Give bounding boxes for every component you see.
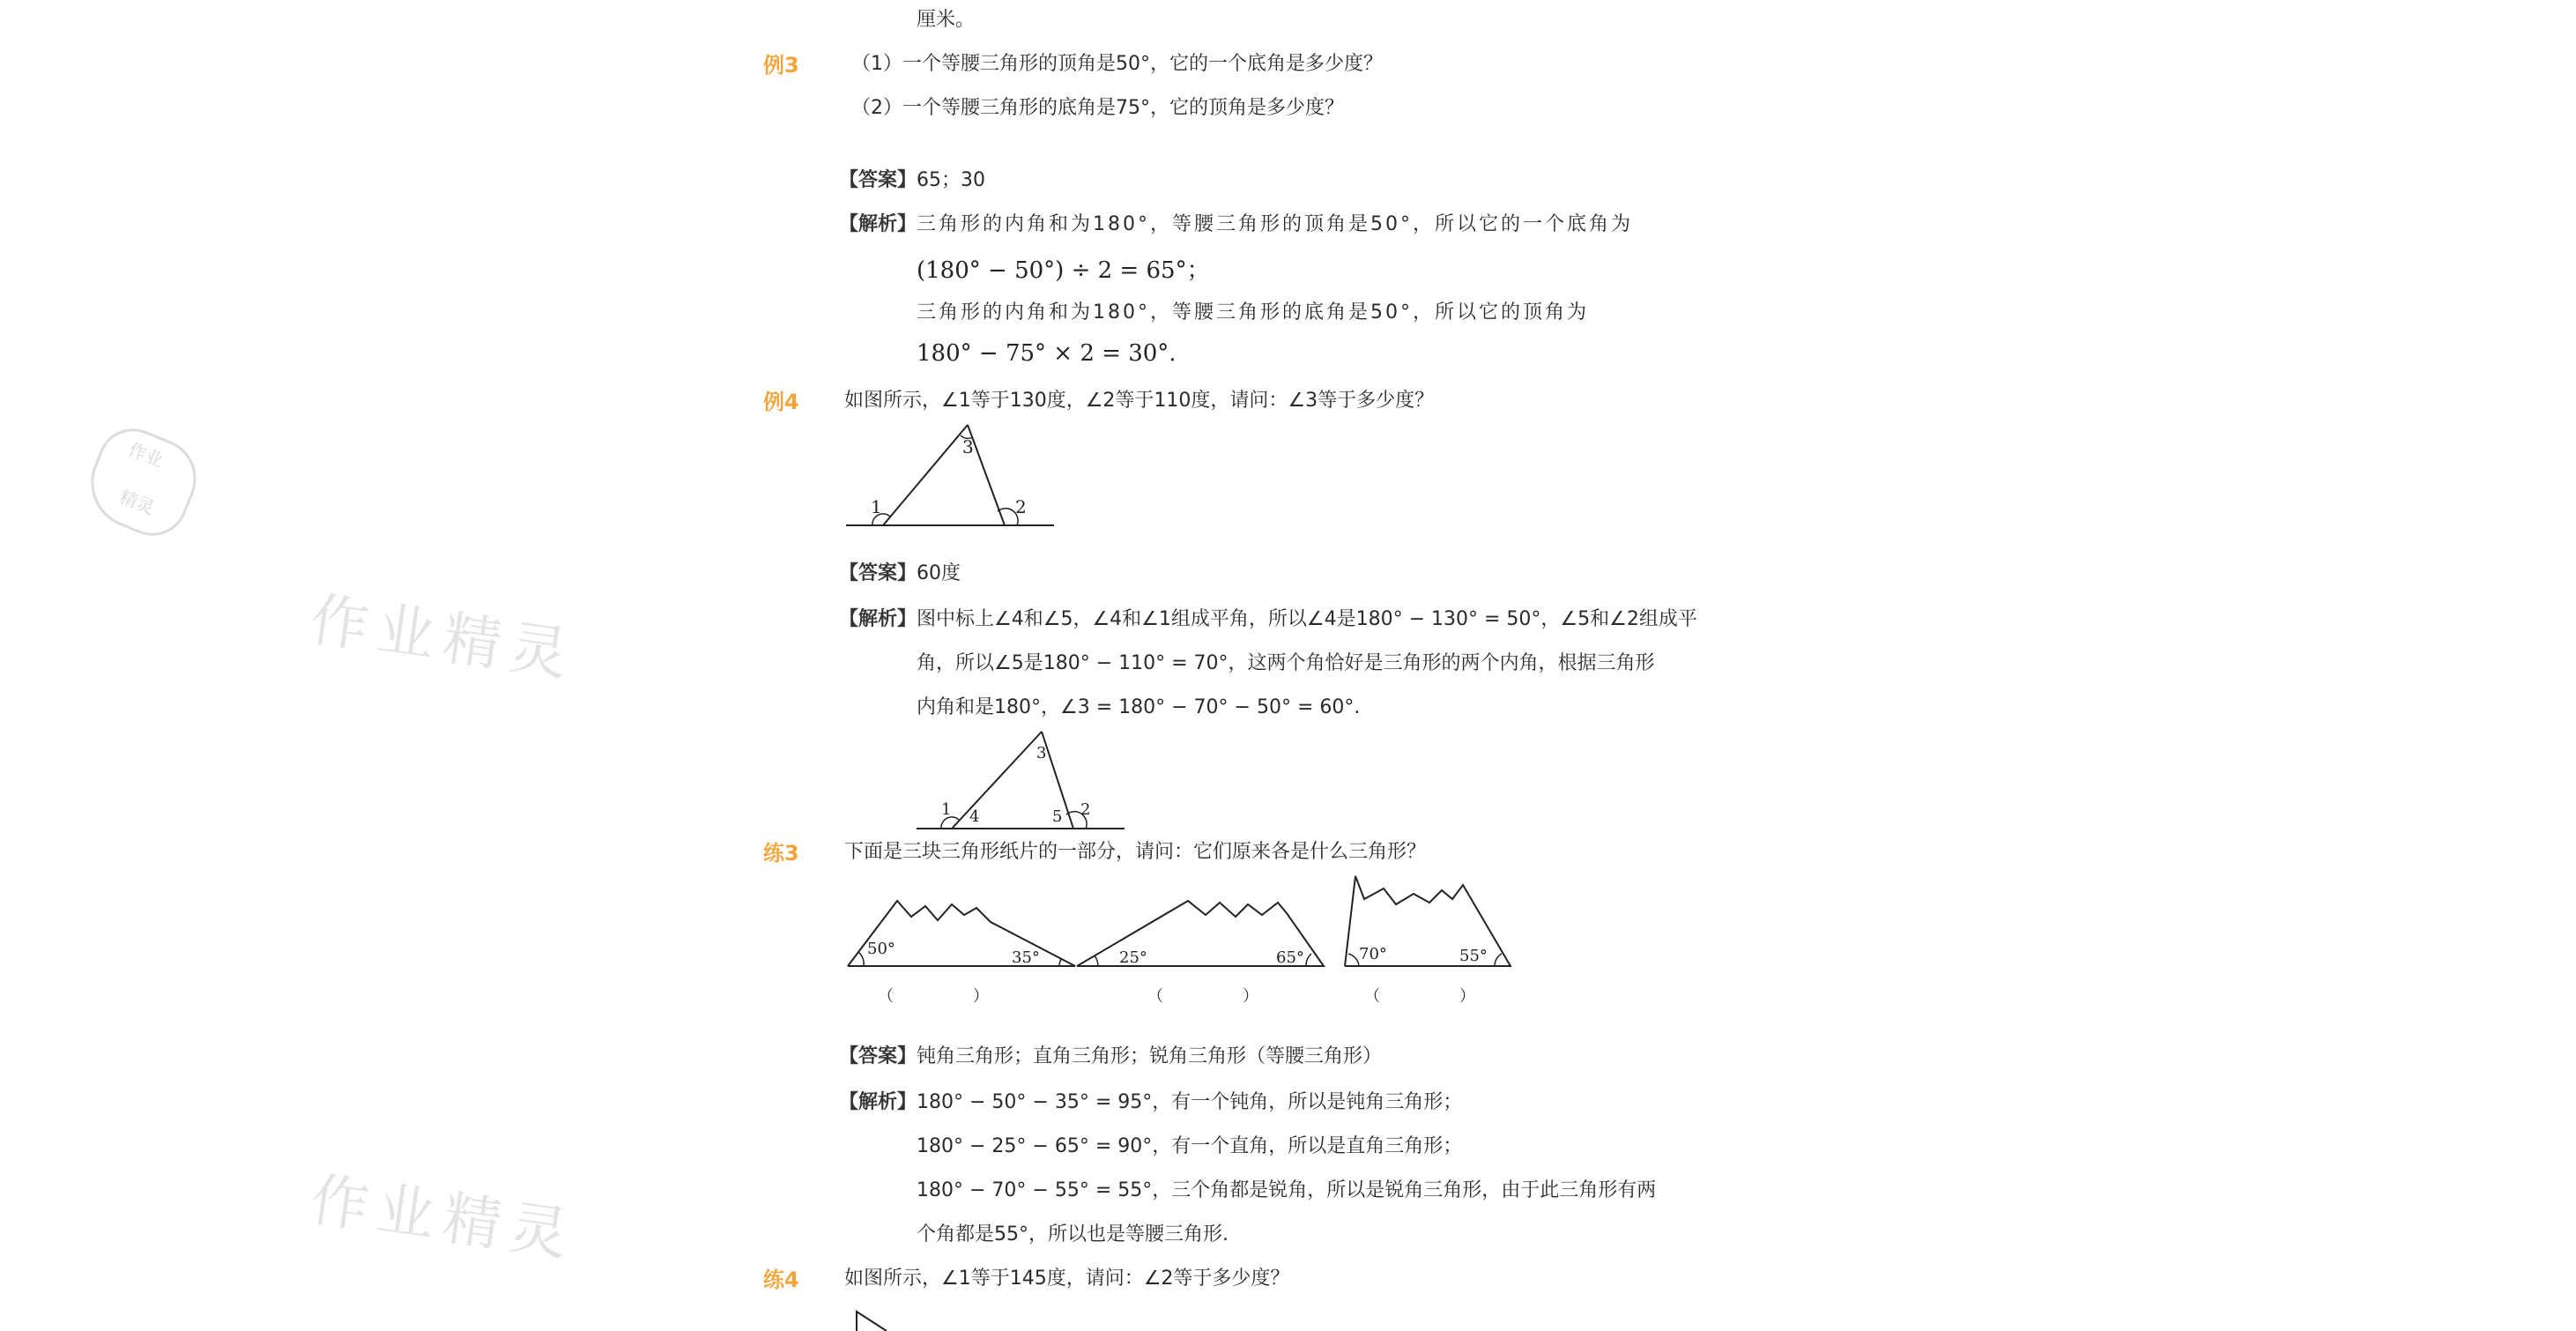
practice-3-question: 下面是三块三角形纸片的一部分，请问：它们原来各是什么三角形？ xyxy=(844,841,1427,863)
angle-label-35: 35° xyxy=(1012,948,1040,967)
example-3-analysis-formula-1: (180° − 50°) ÷ 2 = 65°； xyxy=(917,257,1210,284)
practice-3-shape-3 xyxy=(1338,873,1514,971)
example-4-answer: 60度 xyxy=(917,562,961,584)
example-3-label: 例3 xyxy=(763,53,799,78)
angle-label-1: 1 xyxy=(871,496,882,517)
example-3-question-2: （2）一个等腰三角形的底角是75°，它的顶角是多少度？ xyxy=(851,97,1344,119)
angle-label-25: 25° xyxy=(1119,948,1147,967)
practice-4-figure-partial xyxy=(851,1308,895,1331)
practice-3-shape-2 xyxy=(1073,892,1329,971)
watermark-stamp xyxy=(78,418,209,546)
practice-3-analysis-line-4: 个角都是55°，所以也是等腰三角形. xyxy=(917,1223,1229,1245)
example-4-triangle-figure xyxy=(837,414,1066,534)
practice-3-blank-1[interactable]: （ ） xyxy=(878,987,989,1006)
angle-label-5: 5 xyxy=(1052,807,1063,826)
practice-3-answer: 钝角三角形；直角三角形；锐角三角形（等腰三角形） xyxy=(917,1045,1383,1067)
example-4-analysis-line-3: 内角和是180°，∠3 = 180° − 70° − 50° = 60°. xyxy=(917,696,1361,718)
example-4-analysis-line-2: 角，所以∠5是180° − 110° = 70°，这两个角恰好是三角形的两个内角，根据三角形 xyxy=(917,652,1655,674)
example-3-answer: 65；30 xyxy=(917,169,985,191)
example-3-analysis-tag: 【解析】 xyxy=(839,213,917,235)
example-4-label: 例4 xyxy=(763,390,799,414)
watermark-text: 作业精灵 xyxy=(306,585,582,690)
angle-label-3: 3 xyxy=(1036,744,1047,762)
example-4-question: 如图所示，∠1等于130度，∠2等于110度，请问：∠3等于多少度？ xyxy=(844,390,1435,412)
top-fragment-text: 厘米。 xyxy=(917,9,976,31)
example-3-analysis-line-2: 三角形的内角和为180°，等腰三角形的底角是50°，所以它的顶角为 xyxy=(917,301,1589,323)
example-4-analysis-figure xyxy=(908,728,1128,834)
angle-label-50: 50° xyxy=(867,940,895,958)
angle-label-2: 2 xyxy=(1080,800,1091,819)
stamp-text-bottom: 精灵 xyxy=(116,486,158,519)
practice-3-analysis-line-3: 180° − 70° − 55° = 55°，三个角都是锐角，所以是锐角三角形，由于此三角形有两 xyxy=(917,1179,1657,1201)
practice-3-analysis-line-2: 180° − 25° − 65° = 90°，有一个直角，所以是直角三角形； xyxy=(917,1135,1463,1157)
practice-3-analysis-line-1: 180° − 50° − 35° = 95°，有一个钝角，所以是钝角三角形； xyxy=(917,1091,1463,1113)
practice-3-blank-3[interactable]: （ ） xyxy=(1364,987,1475,1006)
angle-label-2: 2 xyxy=(1015,496,1027,517)
angle-label-4: 4 xyxy=(969,807,980,826)
angle-label-55: 55° xyxy=(1459,947,1488,965)
practice-3-blank-2[interactable]: （ ） xyxy=(1147,987,1258,1006)
example-3-answer-tag: 【答案】 xyxy=(839,169,917,191)
practice-3-analysis-tag: 【解析】 xyxy=(839,1091,917,1113)
angle-label-3: 3 xyxy=(962,436,974,457)
example-4-analysis-line-1: 图中标上∠4和∠5，∠4和∠1组成平角，所以∠4是180° − 130° = 50°，∠5和∠2组成平 xyxy=(917,608,1697,630)
example-3-question-1: （1）一个等腰三角形的顶角是50°，它的一个底角是多少度？ xyxy=(851,53,1383,75)
angle-label-1: 1 xyxy=(941,800,952,819)
example-3-analysis-formula-2: 180° − 75° × 2 = 30°. xyxy=(917,340,1177,367)
example-3-analysis-line-1: 三角形的内角和为180°，等腰三角形的顶角是50°，所以它的一个底角为 xyxy=(917,213,1633,235)
practice-4-question: 如图所示，∠1等于145度，请问：∠2等于多少度？ xyxy=(844,1268,1290,1290)
watermark-text: 作业精灵 xyxy=(306,1165,582,1270)
example-4-answer-tag: 【答案】 xyxy=(839,562,917,584)
angle-label-70: 70° xyxy=(1359,945,1387,963)
stamp-text-top: 作业 xyxy=(125,438,167,472)
practice-3-answer-tag: 【答案】 xyxy=(839,1045,917,1067)
practice-3-label: 练3 xyxy=(763,841,799,866)
example-4-analysis-tag: 【解析】 xyxy=(839,608,917,630)
practice-3-shape-1 xyxy=(844,892,1082,971)
angle-label-65: 65° xyxy=(1276,948,1304,967)
practice-4-label: 练4 xyxy=(763,1268,799,1292)
